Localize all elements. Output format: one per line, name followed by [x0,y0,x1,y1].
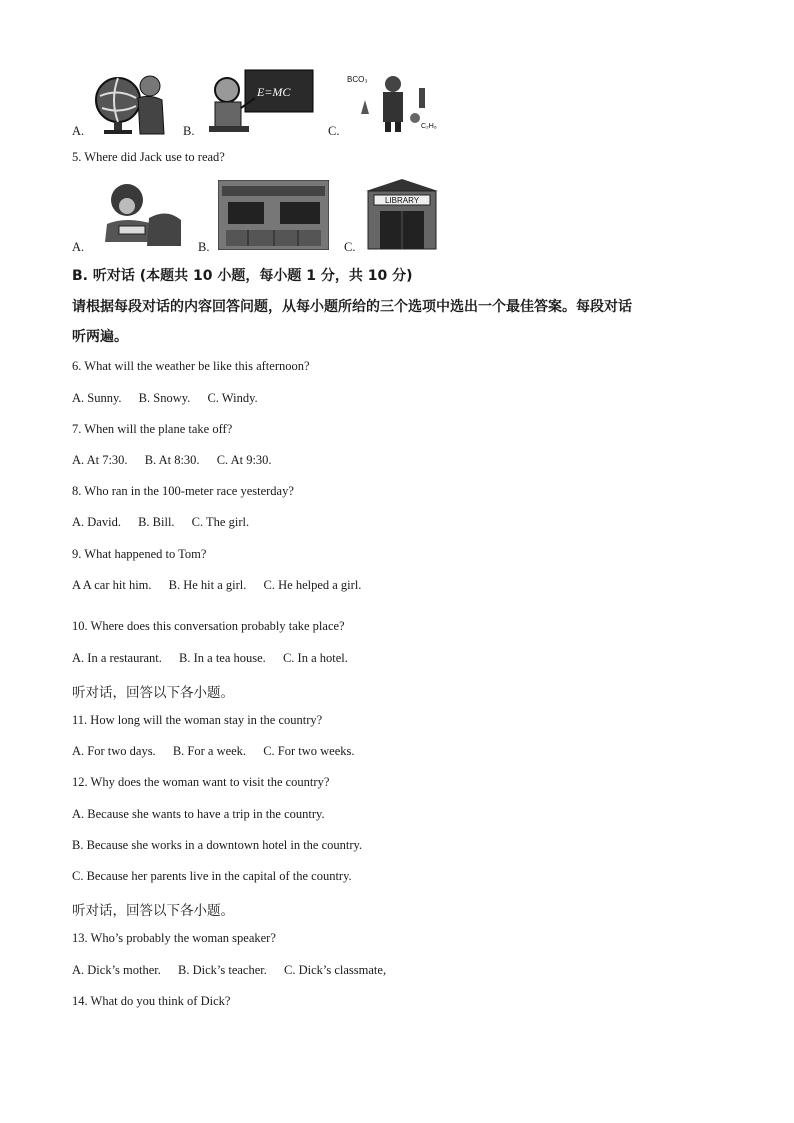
option-b[interactable]: B. In a tea house. [179,651,266,665]
option-c[interactable]: C. In a hotel. [282,651,348,665]
section-b-title: B. 听对话 (本题共 10 小题，每小题 1 分，共 10 分) [72,268,413,284]
option-c[interactable]: C. Windy. [207,391,258,405]
option-a-label: A. [72,240,85,254]
globe-and-man-picture [90,68,170,136]
option-c-label: C. [328,124,340,138]
option-c[interactable]: C. For two weeks. [263,744,355,758]
section-b-instruction-line-2: 听两遍。 [72,329,128,345]
question-13: 13. Who’s probably the woman speaker? [72,931,276,945]
option-b[interactable]: B. For a week. [172,744,247,758]
option-a[interactable]: A. David. [72,515,121,529]
option-a[interactable]: A. Sunny. [72,391,122,405]
question-10-options [72,651,362,666]
option-b[interactable]: B. Bill. [138,515,175,529]
option-c[interactable]: C. He helped a girl. [263,578,362,592]
option-b-label: B. [198,240,210,254]
option-c-label: C. [344,240,356,254]
question-13-options [72,963,400,978]
option-c[interactable]: C. At 9:30. [216,453,272,467]
option-c[interactable]: C. Because her parents live in the capital of the country. [72,869,352,883]
question-8-options [72,515,263,530]
option-a[interactable]: A. For two days. [72,744,156,758]
option-b[interactable]: B. At 8:30. [144,453,200,467]
question-11-options [72,744,369,759]
question-5: 5. Where did Jack use to read? [72,150,225,164]
option-b[interactable]: B. He hit a girl. [168,578,247,592]
option-c[interactable]: C. The girl. [191,515,250,529]
reading-outdoors-picture [97,180,183,250]
question-6-options [72,391,272,406]
question-7-options [72,453,286,468]
question-6: 6. What will the weather be like this afternoon? [72,359,310,373]
option-a-label: A. [72,124,85,138]
shop-front-picture [218,180,329,250]
option-b[interactable]: B. Snowy. [138,391,191,405]
option-a[interactable]: A. At 7:30. [72,453,128,467]
chemistry-picture [345,70,440,134]
option-b[interactable]: B. Because she works in a downtown hotel in the country. [72,838,363,852]
library-building-picture [362,177,442,250]
question-12: 12. Why does the woman want to visit the country? [72,775,330,789]
section-b-instruction-line-1: 请根据每段对话的内容回答问题，从每小题所给的三个选项中选出一个最佳答案。每段对话 [72,299,632,315]
listen-note: 听对话，回答以下各小题。 [72,903,234,919]
chem-label-2: C₂H₆ [421,123,437,130]
question-11: 11. How long will the woman stay in the country? [72,713,323,727]
question-10: 10. Where does this conversation probably take place? [72,619,345,633]
option-a[interactable]: A. Because she wants to have a trip in the country. [72,807,325,821]
chem-label-1: BCO₃ [347,75,368,84]
teacher-blackboard-picture [205,68,315,136]
option-a[interactable]: A. In a restaurant. [72,651,162,665]
question-14: 14. What do you think of Dick? [72,994,231,1008]
option-c[interactable]: C. Dick’s classmate, [284,963,387,977]
option-a[interactable]: A A car hit him. [72,578,152,592]
listen-note: 听对话，回答以下各小题。 [72,685,234,701]
option-b-label: B. [183,124,195,138]
question-9: 9. What happened to Tom? [72,547,207,561]
option-a[interactable]: A. Dick’s mother. [72,963,161,977]
option-b[interactable]: B. Dick’s teacher. [178,963,267,977]
library-sign-text: LIBRARY [384,196,420,205]
question-8: 8. Who ran in the 100-meter race yesterday? [72,484,294,498]
question-7: 7. When will the plane take off? [72,422,233,436]
formula-text: E=MC [257,85,291,99]
question-9-options [72,578,375,593]
